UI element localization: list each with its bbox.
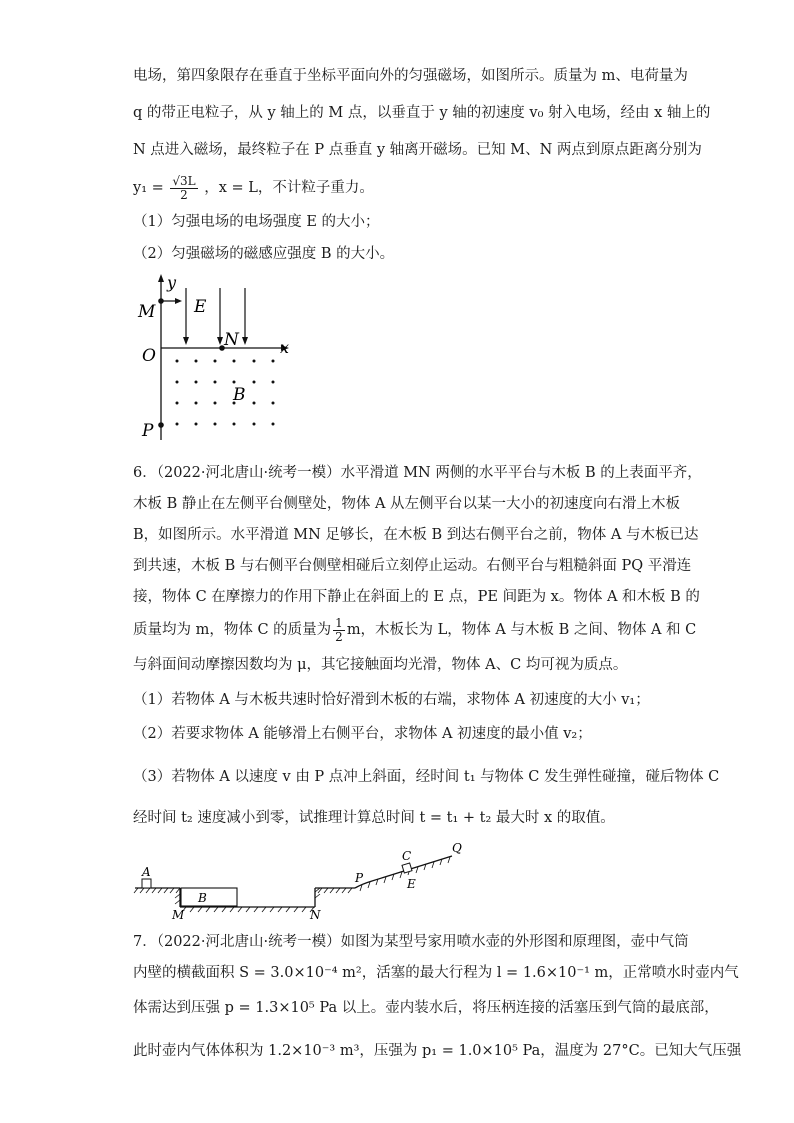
fraction-numerator: √3L [172, 173, 196, 188]
question-3-cont: 经时间 t₂ 速度减小到零，试推理计算总时间 t = t₁ + t₂ 最大时 x 的取值。 [133, 810, 615, 826]
label-B: B [198, 891, 207, 905]
problem-7-line: 此时壶内气体体积为 1.2×10⁻³ m³，压强为 p₁ = 1.0×10⁵ Pa，温度为 27°C。已知大气压强 [133, 1043, 742, 1059]
fraction-denominator: 2 [180, 187, 188, 202]
problem-6-line: 与斜面间动摩擦因数均为 μ，其它接触面均光滑，物体 A、C 均可视为质点。 [133, 657, 628, 673]
fraction [170, 175, 197, 202]
problem-6-line [133, 614, 696, 646]
text-line: q 的带正电粒子，从 y 轴上的 M 点，以垂直于 y 轴的初速度 v₀ 射入电场，经由 x 轴上的 [133, 105, 711, 121]
problem-7-line: 体需达到压强 p = 1.3×10⁵ Pa 以上。壶内装水后，将压柄连接的活塞压到气筒的最底部， [133, 1000, 719, 1016]
text-line: N 点进入磁场，最终粒子在 P 点垂直 y 轴离开磁场。已知 M、N 两点到原点距离分别为 [133, 142, 702, 158]
equation-lhs: y₁ = [133, 180, 164, 196]
label-y: y [167, 273, 177, 292]
question-2: （2）若要求物体 A 能够滑上右侧平台，求物体 A 初速度的最小值 v₂； [133, 726, 592, 742]
problem-6-line: B，如图所示。水平滑道 MN 足够长，在木板 B 到达右侧平台之前，物体 A 与木板已达 [133, 527, 699, 543]
label-P: P [355, 871, 364, 885]
fraction-numerator: 1 [335, 615, 343, 630]
label-B: B [233, 385, 246, 405]
label-A: A [142, 865, 151, 879]
label-E: E [194, 297, 207, 317]
label-M: M [172, 908, 185, 920]
question-2: （2）匀强磁场的磁感应强度 B 的大小。 [133, 246, 395, 262]
text-segment: 质量均为 m，物体 C 的质量为 [133, 622, 332, 638]
problem-7-line: 7．（2022·河北唐山·统考一模）如图为某型号家用喷水壶的外形图和原理图，壶中气筒 [133, 934, 689, 950]
problem-6-line: 木板 B 静止在左侧平台侧壁处，物体 A 从左侧平台以某一大小的初速度向右滑上木板 [133, 496, 681, 512]
label-O: O [142, 346, 156, 366]
question-1: （1）若物体 A 与木板共速时恰好滑到木板的右端，求物体 A 初速度的大小 v₁； [133, 692, 650, 708]
problem-6-line: 到共速，木板 B 与右侧平台侧壁相碰后立刻停止运动。右侧平台与粗糙斜面 PQ 平滑连 [133, 558, 692, 574]
fraction-denominator: 2 [335, 629, 343, 644]
slope-diagram [130, 838, 475, 920]
problem-7-line: 内壁的横截面积 S = 3.0×10⁻⁴ m²，活塞的最大行程为 l = 1.6×10⁻¹ m，正常喷水时壶内气 [133, 965, 739, 981]
question-3: （3）若物体 A 以速度 v 由 P 点冲上斜面，经时间 t₁ 与物体 C 发生弹性碰撞，碰后物体 C [133, 769, 720, 785]
equation-rest: ，x = L，不计粒子重力。 [204, 180, 374, 196]
text-segment: m，木板长为 L，物体 A 与木板 B 之间、物体 A 和 C [346, 622, 697, 638]
label-x: x [280, 338, 290, 357]
question-1: （1）匀强电场的电场强度 E 的大小； [133, 214, 380, 230]
fraction [333, 617, 345, 644]
label-Q: Q [452, 841, 462, 855]
label-N: N [310, 908, 321, 920]
label-E: E [407, 877, 416, 891]
problem-6-line: 6．（2022·河北唐山·统考一模）水平滑道 MN 两侧的水平平台与木板 B 的上表面平齐， [133, 465, 702, 481]
text-line: 电场，第四象限存在垂直于坐标平面向外的匀强磁场，如图所示。质量为 m、电荷量为 [133, 68, 688, 84]
label-M: M [138, 302, 156, 322]
problem-6-line: 接，物体 C 在摩擦力的作用下静止在斜面上的 E 点，PE 间距为 x。物体 A 和木板 B 的 [133, 589, 700, 605]
label-P: P [142, 421, 154, 441]
label-C: C [402, 849, 412, 863]
label-N: N [224, 330, 239, 350]
equation-line [133, 170, 374, 206]
field-diagram [130, 270, 300, 450]
